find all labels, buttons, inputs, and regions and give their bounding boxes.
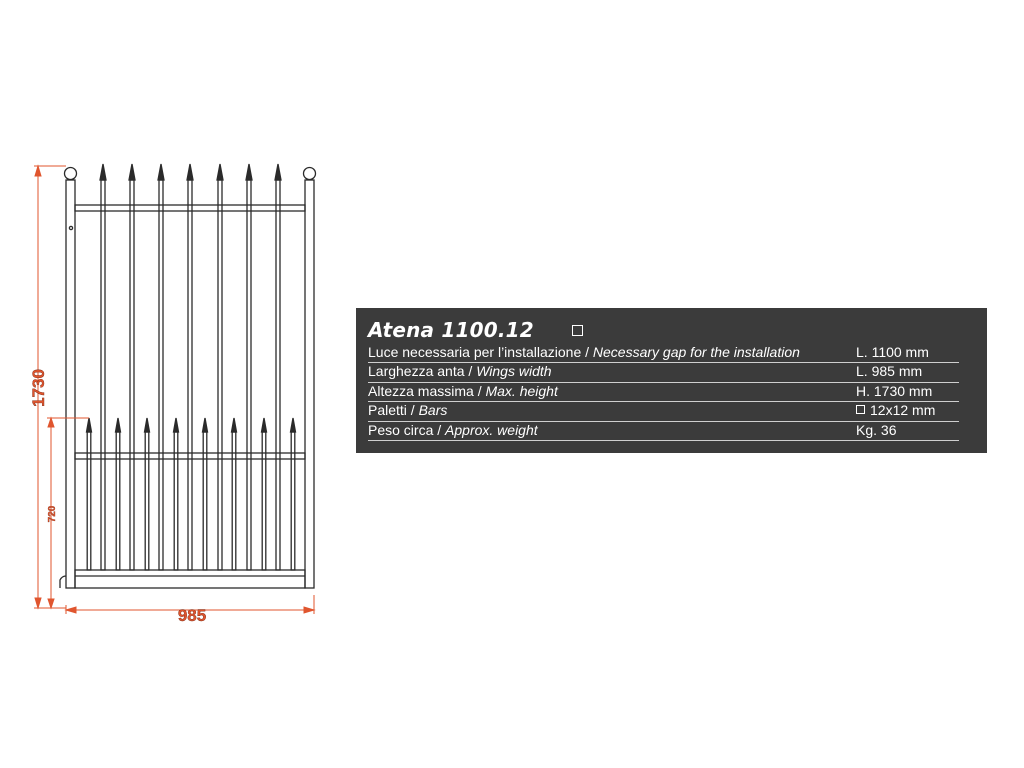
bar-spike [129, 164, 135, 180]
left-post [66, 180, 75, 588]
middle-rail [75, 453, 305, 459]
arrowhead [35, 598, 41, 608]
left-post-finial [65, 168, 77, 180]
tall-bar [247, 180, 251, 570]
spec-label: Luce necessaria per l’installazione / Necessary gap for the installation [368, 344, 800, 360]
tall-bar [188, 180, 192, 570]
arrowhead [35, 166, 41, 176]
spec-label: Peso circa / Approx. weight [368, 421, 538, 438]
spec-table [368, 344, 959, 441]
spec-label: Paletti / Bars [368, 402, 448, 419]
arrowhead [48, 599, 54, 608]
short-bar-spike [174, 418, 179, 432]
bar-spike [275, 164, 281, 180]
spec-row-gap [368, 344, 959, 363]
spec-value: 12x12 mm [856, 402, 935, 419]
spec-label: Altezza massima / Max. height [368, 382, 558, 399]
short-bar-spike [203, 418, 208, 432]
spec-card [356, 308, 987, 453]
arrowhead [66, 607, 76, 613]
tall-bar [101, 180, 105, 570]
spec-value: H. 1730 mm [856, 382, 933, 399]
bar-spike [158, 164, 164, 180]
tall-bar [276, 180, 280, 570]
short-bar-spike [116, 418, 121, 432]
arrowhead [48, 418, 54, 427]
tall-bar [218, 180, 222, 570]
short-bar-spike [262, 418, 267, 432]
spec-row-wing-width [368, 363, 959, 382]
right-post-finial [304, 168, 316, 180]
lower-height-dimension-label: 720 [47, 505, 58, 523]
width-dimension-label: 985 [177, 606, 207, 625]
bar-spike [100, 164, 106, 180]
bar-spike [187, 164, 193, 180]
bar-spike [246, 164, 252, 180]
bottom-rail [75, 570, 305, 588]
right-post [305, 180, 314, 588]
hinge-pin [69, 226, 72, 229]
spec-row-weight [368, 422, 959, 441]
spec-value: Kg. 36 [856, 421, 897, 438]
gate-outline [60, 164, 316, 588]
spec-label: Larghezza anta / Wings width [368, 363, 552, 380]
short-bar-spike [232, 418, 237, 432]
short-bar-spike [145, 418, 150, 432]
short-bar-spike [87, 418, 92, 432]
arrowhead [304, 607, 314, 613]
square-outline-icon [572, 325, 583, 336]
spec-row-max-height [368, 383, 959, 402]
bar-spike [217, 164, 223, 180]
product-title: Atena 1100.12 [368, 318, 534, 342]
top-rail [75, 205, 305, 211]
short-bar-spike [291, 418, 296, 432]
spec-row-bars [368, 402, 959, 421]
tall-bar [159, 180, 163, 570]
height-dimension-label: 1730 [29, 369, 48, 407]
spec-value: L. 985 mm [856, 363, 923, 380]
tall-bar [130, 180, 134, 570]
small-square-icon [856, 405, 865, 414]
post-foot [60, 576, 66, 588]
spec-value: L. 1100 mm [856, 344, 929, 360]
